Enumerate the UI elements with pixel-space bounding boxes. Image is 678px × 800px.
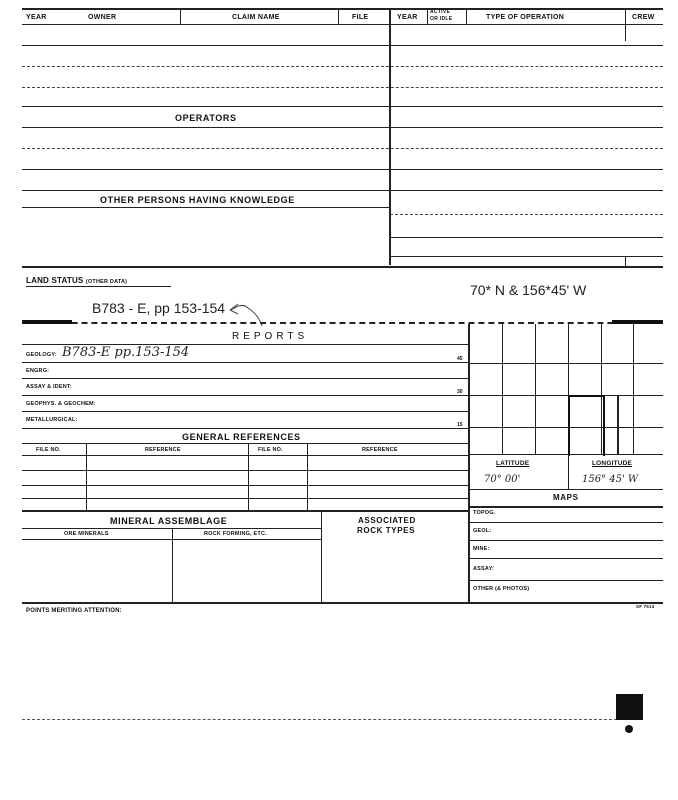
header-underline [22,24,663,25]
form-line [22,148,663,149]
longitude-value: 156° 45' W [582,474,639,485]
form-line [22,602,663,604]
rule-block-left [22,320,72,324]
form-line [469,580,663,581]
form-line [22,428,469,429]
col-header-type-of-operation: TYPE OF OPERATION [486,14,565,21]
land-status-rule [22,266,663,268]
reports-top-rule [22,322,663,324]
geology-handwritten: B783-E pp.153-154 [62,345,190,360]
form-line [22,411,469,412]
divider [568,454,569,489]
form-line [22,455,469,456]
form-line [469,558,663,559]
latitude-label: LATITUDE [496,460,530,467]
form-line [22,362,469,363]
grid-row [469,427,663,428]
form-line [22,127,663,128]
grid-row [469,454,663,455]
report-label-geology: GEOLOGY: [26,352,57,358]
grid-col [633,324,634,454]
associated-label-2: ROCK TYPES [357,526,416,535]
grid-col-thick [617,395,619,454]
grid-col [502,324,503,454]
maps-assay-label: ASSAY: [473,566,495,572]
maps-other-label: OTHER (& PHOTOS) [473,586,530,592]
col-header-active-1: ACTIVE [430,9,451,15]
grid-col [535,324,536,454]
divider [172,528,173,602]
col-header-file: FILE [352,14,369,21]
form-line [22,190,663,191]
land-status-underline [26,286,171,287]
divider [389,9,391,265]
form-line [22,106,663,107]
form-line [22,485,469,486]
form-line [469,522,663,523]
form-line [390,256,663,257]
report-number-30: 30 [457,389,463,395]
genref-col-file-2: FILE NO. [258,447,283,453]
divider [625,9,626,41]
report-number-15: 15 [457,422,463,428]
form-line [22,443,469,444]
col-header-owner: OWNER [88,14,117,21]
form-line [469,506,663,508]
report-label-assay: ASSAY & IDENT: [26,384,72,390]
mineral-assemblage-heading: MINERAL ASSEMBLAGE [110,516,228,526]
operators-heading: OPERATORS [175,113,237,123]
reports-right-border [468,324,470,602]
divider [338,9,339,25]
form-line [22,207,390,208]
report-label-geophys: GEOPHYS. & GEOCHEM: [26,401,96,407]
other-persons-heading: OTHER PERSONS HAVING KNOWLEDGE [100,195,295,205]
report-number-45: 45 [457,356,463,362]
form-line [22,498,469,499]
divider [321,510,322,602]
points-meriting-attention: POINTS MERITING ATTENTION: [26,608,122,614]
divider [248,443,249,510]
top-border [22,8,663,10]
general-references-heading: GENERAL REFERENCES [182,432,301,442]
coordinates-note: 70* N & 156*45' W [470,282,587,298]
scan-dot [625,725,633,733]
form-line [469,489,663,490]
longitude-label: LONGITUDE [592,460,633,467]
form-line [22,470,469,471]
scan-black-mark [616,694,643,720]
divider [466,9,467,25]
divider [180,9,181,25]
col-header-active-2: OR IDLE [430,16,453,22]
rule-block-right [612,320,663,324]
scan-line [22,719,622,720]
col-header-year-2: YEAR [397,14,418,21]
col-header-year: YEAR [26,14,47,21]
reference-note: B783 - E, pp 153-154 [92,300,226,316]
maps-geol-label: GEOL: [473,528,492,534]
land-status-subtext: (OTHER DATA) [85,279,128,285]
maps-mine-label: MINE: [473,546,490,552]
col-header-crew: CREW [632,14,655,21]
divider [427,9,428,25]
form-line [22,510,469,512]
form-line [22,66,663,67]
form-line [22,87,663,88]
divider [307,443,308,510]
genref-col-ref-2: REFERENCE [362,447,398,453]
maps-topog-label: TOPOG. [473,510,496,516]
latitude-value: 70° 00' [484,474,521,485]
divider [86,443,87,510]
grid-row [469,363,663,364]
form-number: SF 7513 [636,604,655,609]
genref-col-ref-1: REFERENCE [145,447,181,453]
rock-forming-label: ROCK FORMING, ETC. [204,531,267,537]
ore-minerals-label: ORE MINERALS [64,531,109,537]
grid-highlight [568,395,605,456]
divider [625,256,626,266]
maps-heading: MAPS [553,493,579,502]
form-line [22,395,469,396]
land-status-label [26,276,127,285]
form-line [390,237,663,238]
form-line [22,169,663,170]
form-line [469,540,663,541]
form-line [22,378,469,379]
form-line [390,214,663,215]
col-header-claim-name: CLAIM NAME [232,14,280,21]
grid-row [469,395,663,396]
report-label-metallurgical: METALLURGICAL: [26,417,78,423]
report-label-engrg: ENGRG: [26,368,50,374]
land-status-text: LAND STATUS [26,276,84,285]
genref-col-file-1: FILE NO. [36,447,61,453]
associated-label-1: ASSOCIATED [358,516,416,525]
form-line [22,45,663,46]
reports-heading: REPORTS [232,331,309,342]
